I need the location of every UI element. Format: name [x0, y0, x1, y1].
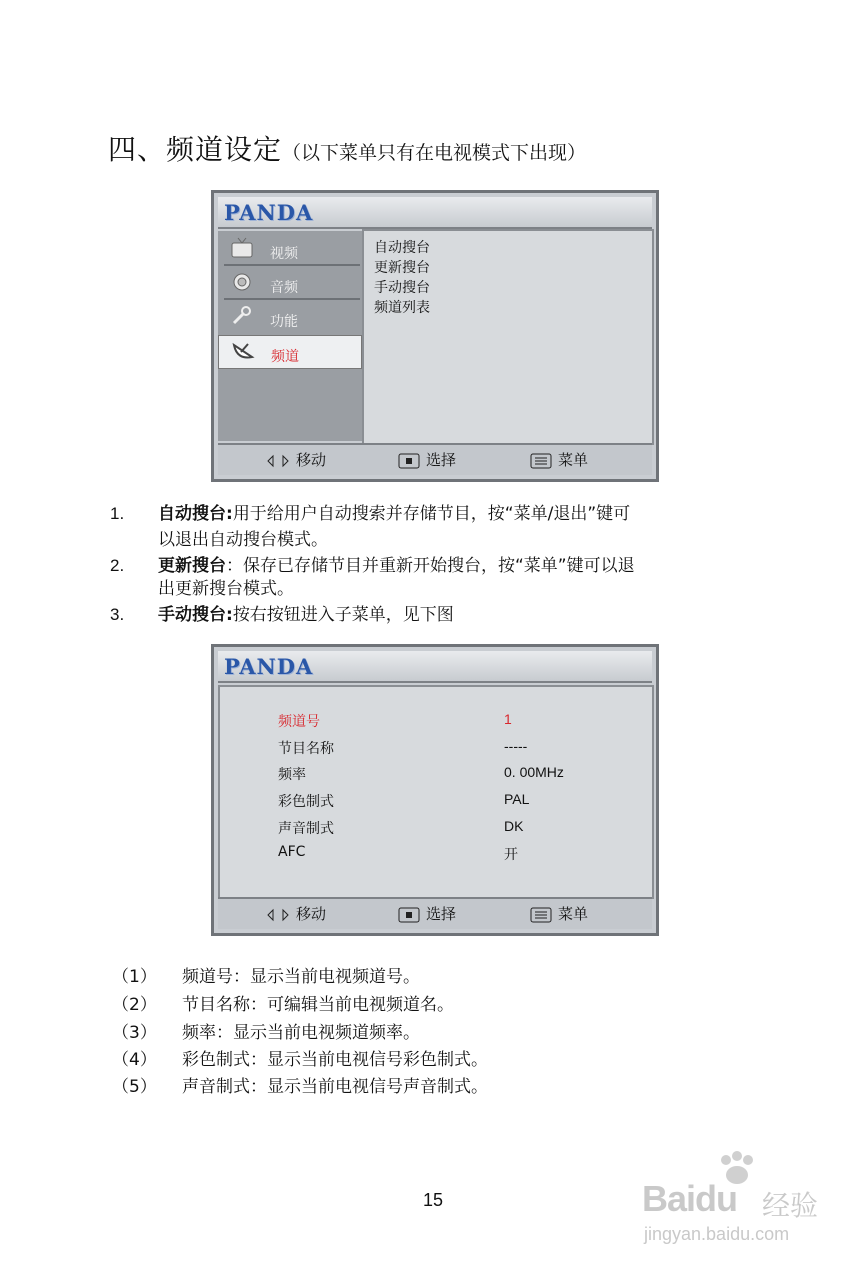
sidebar-item-audio[interactable] [218, 267, 360, 299]
hint-select [398, 903, 456, 924]
list-line-2: 出更新搜台模式。 [158, 579, 294, 599]
menu-icon [530, 907, 552, 923]
setting-label-program-name[interactable]: 节目名称 [278, 741, 334, 757]
sidebar-item-label: 视频 [270, 246, 298, 262]
list-line: 用于给用户自动搜索并存储节目，按“菜单/退出”键可 [232, 504, 631, 524]
hint-move-label: 移动 [296, 905, 327, 923]
note-text: 节目名称：可编辑当前电视频道名。 [182, 995, 454, 1015]
tv-menu-screen-manual-search [211, 644, 659, 936]
note-number: （3） [112, 1023, 157, 1043]
watermark-logo: Baidu [642, 1178, 738, 1219]
watermark-cn: 经验 [762, 1189, 819, 1222]
menu-title-bar [218, 651, 652, 683]
sidebar-item-label: 音频 [270, 280, 298, 296]
tv-menu-screen-channel [211, 190, 659, 482]
submenu-panel [362, 229, 654, 445]
hint-menu-label: 菜单 [558, 451, 589, 469]
submenu-item-manual-search[interactable]: 手动搜台 [374, 280, 430, 296]
note-text: 彩色制式：显示当前电视信号彩色制式。 [182, 1050, 488, 1070]
list-item-text [158, 555, 635, 577]
settings-panel [218, 685, 654, 899]
submenu-item-auto-search[interactable]: 自动搜台 [374, 240, 430, 256]
setting-label-frequency[interactable]: 频率 [278, 767, 306, 783]
hint-move [266, 449, 326, 470]
hint-menu [530, 449, 588, 470]
menu-title-bar [218, 197, 652, 229]
heading-title: 四、频道设定 [108, 133, 283, 166]
submenu-item-channel-list[interactable]: 频道列表 [374, 300, 430, 316]
sidebar-item-label: 频道 [271, 349, 299, 365]
speaker-icon [230, 271, 254, 293]
menu-hint-bar [218, 897, 652, 929]
list-title: 自动搜台: [158, 504, 233, 524]
setting-value-channel-number[interactable]: 1 [504, 711, 512, 727]
list-number: 1. [110, 504, 125, 523]
arrows-icon [266, 454, 290, 468]
watermark-url: jingyan.baidu.com [644, 1224, 790, 1244]
sidebar-item-function[interactable] [218, 301, 360, 333]
list-item-text [158, 503, 630, 525]
menu-icon [530, 453, 552, 469]
list-title: 手动搜台: [158, 605, 233, 625]
ok-button-icon [398, 453, 420, 469]
dish-icon [231, 340, 255, 362]
panda-logo: PANDA [224, 654, 314, 679]
list-number: 3. [110, 605, 125, 624]
sidebar-item-video[interactable] [218, 233, 360, 265]
list-item [110, 555, 124, 577]
setting-value-color-system[interactable]: PAL [504, 791, 530, 807]
hint-menu [530, 903, 588, 924]
setting-label-color-system[interactable]: 彩色制式 [278, 794, 334, 810]
arrows-icon [266, 908, 290, 922]
divider [224, 264, 360, 266]
setting-value-sound-system[interactable]: DK [504, 818, 524, 834]
hint-move-label: 移动 [296, 451, 327, 469]
note-number: （1） [112, 967, 157, 987]
menu-sidebar [218, 231, 362, 441]
submenu-item-update-search[interactable]: 更新搜台 [374, 260, 430, 276]
setting-label-channel-number[interactable]: 频道号 [278, 714, 320, 730]
setting-value-program-name[interactable]: ----- [504, 738, 528, 754]
hint-select [398, 449, 456, 470]
note-number: （4） [112, 1050, 157, 1070]
note-text: 频率：显示当前电视频道频率。 [182, 1023, 420, 1043]
list-line: 按右按钮进入子菜单，见下图 [232, 605, 454, 625]
ok-button-icon [398, 907, 420, 923]
list-item [110, 503, 124, 525]
section-heading [108, 128, 586, 168]
page-number: 15 [423, 1190, 444, 1210]
sidebar-item-channel[interactable] [218, 335, 362, 369]
list-title: 更新搜台 [158, 556, 226, 576]
list-item [110, 604, 124, 626]
hint-move [266, 903, 326, 924]
sidebar-item-label: 功能 [270, 314, 298, 330]
hint-select-label: 选择 [426, 905, 457, 923]
divider [224, 298, 360, 300]
baidu-jingyan-watermark [642, 1150, 847, 1250]
note-number: （5） [112, 1077, 157, 1097]
setting-value-afc[interactable]: 开 [504, 846, 518, 862]
list-item-text [158, 604, 454, 626]
note-number: （2） [112, 995, 157, 1015]
setting-label-sound-system[interactable]: 声音制式 [278, 821, 334, 837]
menu-hint-bar [218, 443, 652, 475]
wrench-icon [230, 305, 254, 327]
note-text: 频道号：显示当前电视频道号。 [182, 967, 420, 987]
note-text: 声音制式：显示当前电视信号声音制式。 [182, 1077, 488, 1097]
setting-value-frequency[interactable]: 0. 00MHz [504, 764, 564, 780]
list-number: 2. [110, 556, 125, 575]
panda-logo: PANDA [224, 200, 314, 225]
hint-menu-label: 菜单 [558, 905, 589, 923]
list-line-2: 以退出自动搜台模式。 [158, 530, 328, 550]
tv-icon [230, 237, 254, 259]
hint-select-label: 选择 [426, 451, 457, 469]
setting-label-afc[interactable]: AFC [278, 844, 306, 860]
heading-subtitle: （以下菜单只有在电视模式下出现） [282, 142, 587, 164]
list-line: ：保存已存储节目并重新开始搜台，按“菜单”键可以退 [226, 556, 635, 576]
